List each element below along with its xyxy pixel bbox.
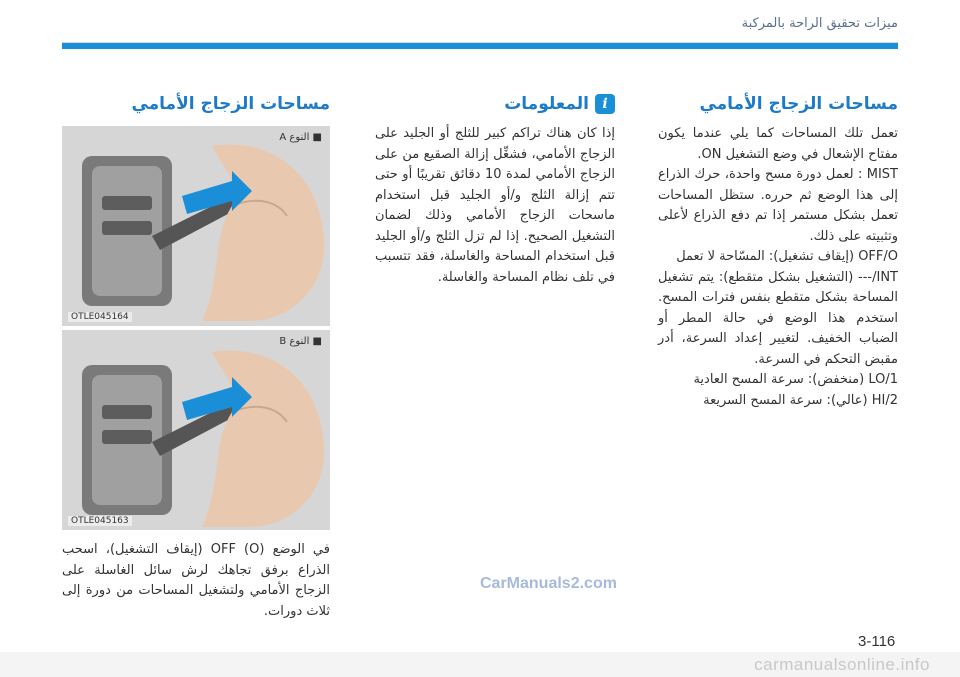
wiper-lever-illustration [62, 126, 330, 326]
middle-column [375, 92, 615, 288]
right-para-off: OFF/O (إيقاف تشغيل): المسّاحة لا تعمل [676, 249, 898, 264]
header-rule-thick [62, 43, 898, 49]
figure-a-label: ■ النوع A [279, 132, 322, 143]
figure-b-label: ■ النوع B [279, 336, 322, 347]
right-para-1: تعمل تلك المساحات كما يلي عندما يكون مفتاح الإشعال في وضع التشغيل ON. [658, 126, 898, 162]
footer-site: carmanualsonline.info [754, 655, 930, 674]
page-number: 3-116 [858, 633, 896, 650]
header-bar [0, 0, 960, 56]
wiper-lever-illustration-b [62, 330, 330, 530]
figure-type-a [62, 126, 330, 326]
left-column-text [62, 540, 330, 622]
info-heading-text: المعلومات [504, 94, 589, 114]
figure-b-code: OTLE045163 [68, 516, 132, 526]
right-para-hi: HI/2 (عالي): سرعة المسح السريعة [703, 392, 898, 408]
chapter-title: ميزات تحقيق الراحة بالمركبة [741, 16, 898, 31]
figure-a-code: OTLE045164 [68, 312, 132, 322]
right-para-int: INT/--- (التشغيل بشكل متقطع): يتم تشغيل المساحة بشكل متقطع بنفس فترات المسح. استخدم هذا الوضع في حالة المطر أو الضباب الخفيف. لتغيير إعداد السرعة، أدر مقبض التحكم في السرعة. [658, 269, 898, 367]
right-column [658, 92, 898, 411]
left-column-heading: مساحات الزجاج الأمامي [131, 94, 330, 114]
figure-type-b [62, 330, 330, 530]
info-paragraph: إذا كان هناك تراكم كبير للثلج أو الجليد على الزجاج الأمامي، فشغِّل إزالة الصقيع من على الزجاج الأمامي لمدة 10 دقائق تقريبًا أو حتى تتم إزالة الثلج و/أو الجليد قبل استخدام ماسحات الزجاج الأمامي وذلك لضمان التشغيل الصحيح. إذا لم تزل الثلج و/أو الجليد قبل استخدام المساحة والغاسلة، فقد تتسبب في تلف نظام المساحة والغاسلة. [375, 126, 615, 285]
left-paragraph: في الوضع (O) OFF (إيقاف التشغيل)، اسحب الذراع برفق تجاهك لرش سائل الغاسلة على الزجاج الأمامي ولتشغيل المساحات من دورة إلى ثلاث دورات. [62, 542, 330, 619]
info-icon: i [595, 94, 615, 114]
watermark: CarManuals2.com [480, 575, 617, 592]
right-column-heading: مساحات الزجاج الأمامي [699, 94, 898, 114]
info-heading [375, 92, 615, 116]
right-para-mist: MIST : لعمل دورة مسح واحدة، حرك الذراع إلى هذا الوضع ثم حرره. ستظل المساحات تعمل بشكل مستمر إذا تم دفع الذراع لأعلى وتثبيته على ذلك. [658, 167, 898, 244]
right-para-lo: LO/1 (منخفض): سرعة المسح العادية [693, 372, 898, 387]
